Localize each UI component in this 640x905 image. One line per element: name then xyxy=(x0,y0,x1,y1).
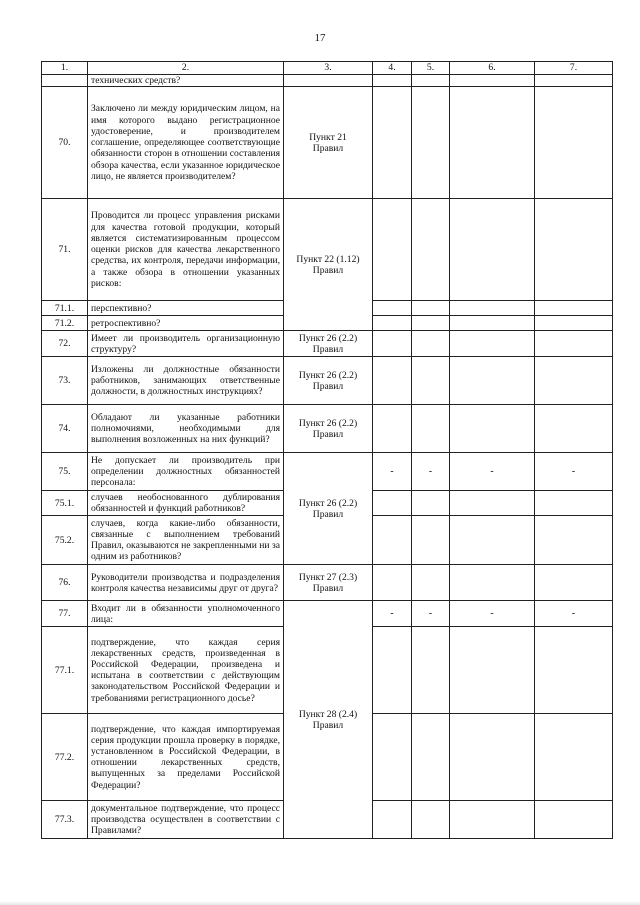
row-question: случаев необоснованного дублирования обязанностей и функций работников? xyxy=(88,491,284,516)
answer-cell xyxy=(373,75,412,87)
answer-cell xyxy=(535,316,613,331)
reference-clause: Пункт 27 (2.3) xyxy=(298,571,358,583)
reference-clause: Пункт 26 (2.2) xyxy=(298,332,358,344)
dash-mark: - xyxy=(535,601,613,627)
reference-clause: Пункт 22 (1.12) xyxy=(296,253,360,265)
row-number: 77. xyxy=(42,601,88,627)
row-number: 71.2. xyxy=(42,316,88,331)
row-number: 75.2. xyxy=(42,516,88,565)
answer-cell xyxy=(450,714,535,801)
row-reference xyxy=(284,565,373,601)
column-header: 3. xyxy=(284,62,373,75)
table-row xyxy=(42,75,613,87)
row-question: документальное подтверждение, что процесс производства осуществлен в соответствии с Правилами? xyxy=(88,801,284,839)
answer-cell xyxy=(535,87,613,199)
reference-source: Правил xyxy=(312,343,344,355)
answer-cell xyxy=(450,331,535,357)
answer-cell xyxy=(373,627,412,714)
dash-mark: - xyxy=(412,601,450,627)
reference-clause: Пункт 28 (2.4) xyxy=(298,708,358,720)
table-row xyxy=(42,87,613,199)
row-reference xyxy=(284,405,373,453)
answer-cell xyxy=(373,357,412,405)
row-number: 75.1. xyxy=(42,491,88,516)
row-reference xyxy=(284,357,373,405)
answer-cell xyxy=(373,199,412,301)
row-question: случаев, когда какие-либо обязанности, связанные с выполнением требований Правил, оказываются не закрепленными ни за одним из работников? xyxy=(88,516,284,565)
row-question: Изложены ли должностные обязанности работников, занимающих ответственные должности, в должностных инструкциях? xyxy=(88,357,284,405)
answer-cell xyxy=(450,801,535,839)
row-number: 77.3. xyxy=(42,801,88,839)
answer-cell xyxy=(373,565,412,601)
row-question: Заключено ли между юридическим лицом, на имя которого выдано регистрационное удостоверение, и производителем соглашение, определяющее соответствующие обязанности сторон в отношении составления обзора качества, если указанное юридическое лицо, не является производителем? xyxy=(88,87,284,199)
table-row xyxy=(42,565,613,601)
dash-mark: - xyxy=(535,453,613,491)
column-header: 6. xyxy=(450,62,535,75)
answer-cell xyxy=(450,357,535,405)
answer-cell xyxy=(373,516,412,565)
row-question: Входит ли в обязанности уполномоченного лица: xyxy=(88,601,284,627)
answer-cell xyxy=(535,331,613,357)
answer-cell xyxy=(450,516,535,565)
answer-cell xyxy=(535,801,613,839)
row-number: 71. xyxy=(42,199,88,301)
answer-cell xyxy=(373,405,412,453)
answer-cell xyxy=(535,491,613,516)
table-row xyxy=(42,405,613,453)
page-number: 17 xyxy=(314,32,326,44)
answer-cell xyxy=(373,301,412,316)
scan-edge-shadow xyxy=(0,901,640,905)
answer-cell xyxy=(412,627,450,714)
answer-cell xyxy=(412,75,450,87)
reference-source: Правил xyxy=(312,719,344,731)
row-reference xyxy=(284,199,373,331)
answer-cell xyxy=(373,714,412,801)
reference-source: Правил xyxy=(312,508,344,520)
answer-cell xyxy=(450,565,535,601)
column-header: 5. xyxy=(412,62,450,75)
answer-cell xyxy=(412,405,450,453)
row-number: 74. xyxy=(42,405,88,453)
dash-mark: - xyxy=(373,601,412,627)
answer-cell xyxy=(535,714,613,801)
answer-cell xyxy=(412,516,450,565)
answer-cell xyxy=(535,565,613,601)
row-question: Проводится ли процесс управления рисками для качества готовой продукции, который является систематизированным процессом оценки рисков для качества лекарственного средства, их контроля, передачи информации, а также обзора в отношении указанных рисков: xyxy=(88,199,284,301)
dash-mark: - xyxy=(450,453,535,491)
answer-cell xyxy=(535,75,613,87)
row-number: 77.1. xyxy=(42,627,88,714)
row-question: подтверждение, что каждая серия лекарственных средств, произведенная в Российской Федерации, произведена и испытана в соответствии с действующим законодательством Российской Федерации и требованиями регистрационного досье? xyxy=(88,627,284,714)
row-reference xyxy=(284,453,373,565)
row-question: Не допускает ли производитель при определении должностных обязанностей персонала: xyxy=(88,453,284,491)
table-row xyxy=(42,331,613,357)
answer-cell xyxy=(535,627,613,714)
row-question: технических средств? xyxy=(88,75,284,87)
answer-cell xyxy=(412,801,450,839)
answer-cell xyxy=(373,491,412,516)
dash-mark: - xyxy=(373,453,412,491)
column-header: 2. xyxy=(88,62,284,75)
row-number: 73. xyxy=(42,357,88,405)
answer-cell xyxy=(450,301,535,316)
row-number: 70. xyxy=(42,87,88,199)
row-number: 76. xyxy=(42,565,88,601)
reference-clause: Пункт 26 (2.2) xyxy=(298,417,358,429)
checklist-table xyxy=(41,61,613,839)
row-question: перспективно? xyxy=(88,301,284,316)
row-reference xyxy=(284,75,373,87)
reference-source: Правил xyxy=(312,142,344,154)
table-row xyxy=(42,453,613,491)
row-number: 71.1. xyxy=(42,301,88,316)
answer-cell xyxy=(412,565,450,601)
row-question: Руководители производства и подразделения контроля качества независимы друг от друга? xyxy=(88,565,284,601)
answer-cell xyxy=(412,87,450,199)
answer-cell xyxy=(373,87,412,199)
reference-source: Правил xyxy=(312,582,344,594)
answer-cell xyxy=(412,301,450,316)
reference-clause: Пункт 26 (2.2) xyxy=(298,369,358,381)
row-reference xyxy=(284,87,373,199)
answer-cell xyxy=(412,357,450,405)
answer-cell xyxy=(373,331,412,357)
answer-cell xyxy=(535,301,613,316)
answer-cell xyxy=(412,714,450,801)
column-header: 4. xyxy=(373,62,412,75)
answer-cell xyxy=(412,199,450,301)
dash-mark: - xyxy=(412,453,450,491)
reference-source: Правил xyxy=(312,264,344,276)
row-reference xyxy=(284,601,373,839)
answer-cell xyxy=(412,491,450,516)
answer-cell xyxy=(535,516,613,565)
answer-cell xyxy=(450,199,535,301)
answer-cell xyxy=(373,316,412,331)
dash-mark: - xyxy=(450,601,535,627)
row-number xyxy=(42,75,88,87)
row-question: Имеет ли производитель организационную структуру? xyxy=(88,331,284,357)
answer-cell xyxy=(450,405,535,453)
answer-cell xyxy=(412,331,450,357)
row-reference xyxy=(284,331,373,357)
answer-cell xyxy=(450,491,535,516)
answer-cell xyxy=(412,316,450,331)
answer-cell xyxy=(373,801,412,839)
row-number: 72. xyxy=(42,331,88,357)
answer-cell xyxy=(535,405,613,453)
answer-cell xyxy=(450,627,535,714)
row-question: ретроспективно? xyxy=(88,316,284,331)
reference-source: Правил xyxy=(312,428,344,440)
answer-cell xyxy=(450,87,535,199)
column-header: 1. xyxy=(42,62,88,75)
reference-clause: Пункт 26 (2.2) xyxy=(298,497,358,509)
reference-clause: Пункт 21 xyxy=(309,131,347,143)
answer-cell xyxy=(535,357,613,405)
row-number: 75. xyxy=(42,453,88,491)
answer-cell xyxy=(450,316,535,331)
answer-cell xyxy=(450,75,535,87)
row-number: 77.2. xyxy=(42,714,88,801)
reference-source: Правил xyxy=(312,380,344,392)
column-header: 7. xyxy=(535,62,613,75)
header-row xyxy=(42,62,613,75)
table-row xyxy=(42,199,613,301)
row-question: подтверждение, что каждая импортируемая серия продукции прошла проверку в порядке, установленном в Российской Федерации, в отношении лекарственных средств, выпущенных за пределами Российской Федерации? xyxy=(88,714,284,801)
row-question: Обладают ли указанные работники полномочиями, необходимыми для выполнения возложенных на них функций? xyxy=(88,405,284,453)
answer-cell xyxy=(535,199,613,301)
table-row xyxy=(42,601,613,627)
table-row xyxy=(42,357,613,405)
